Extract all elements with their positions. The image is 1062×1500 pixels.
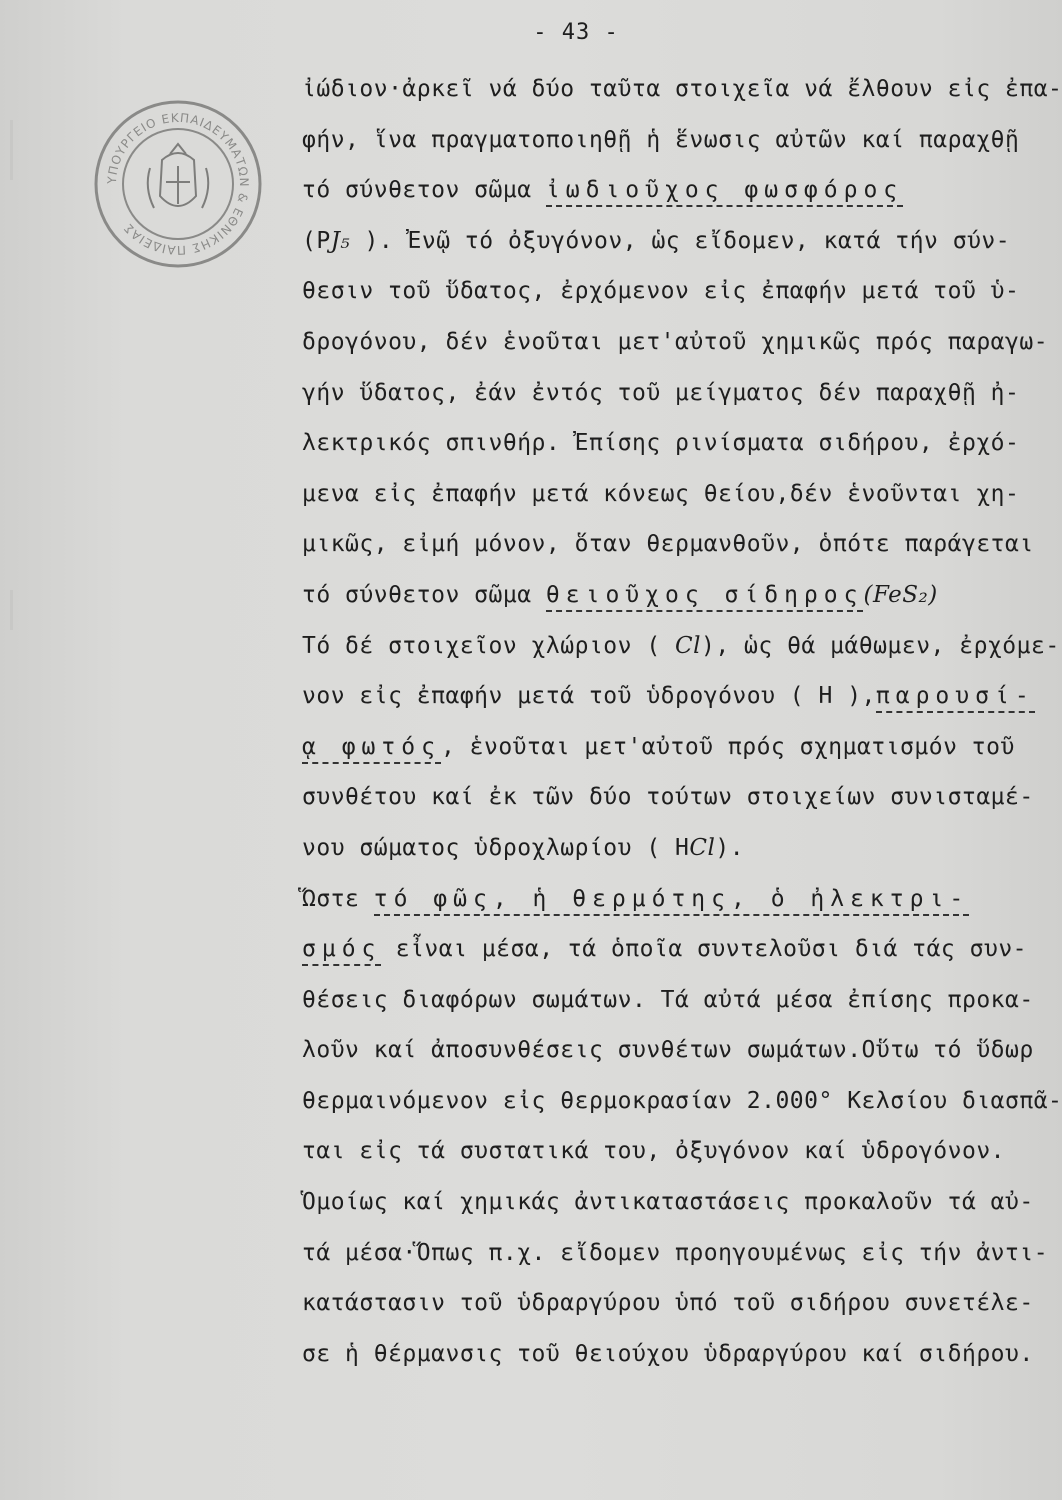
text-line: συνθέτου καί ἐκ τῶν δύο τούτων στοιχείων συνισταμέ- xyxy=(302,784,1034,811)
text-line: γήν ὕδατος, ἐάν ἐντός τοῦ μείγματος δέν παραχθῇ ἠ- xyxy=(302,379,1020,406)
text-line: θερμαινόμενον εἰς θερμοκρασίαν 2.000° Κελσίου διασπᾶ- xyxy=(302,1087,1062,1114)
text-line: τά μέσα·Ὅπως π.χ. εἴδομεν προηγουμένως εἰς τήν ἀντι- xyxy=(302,1239,1049,1266)
text-segment: ). xyxy=(715,834,745,861)
handwritten-formula: Cl xyxy=(675,632,701,659)
stamp-text: ΥΠΟΥΡΓΕΙΟ ΕΚΠΑΙΔΕΥΜΑΤΩΝ & ΕΘΝΙΚΗΣ ΠΑΙΔΕΙΑΣ xyxy=(104,110,252,258)
text-segment: τό σύνθετον σῶμα xyxy=(302,581,546,608)
handwritten-formula: Cl xyxy=(689,834,716,861)
text-line xyxy=(302,165,1022,216)
handwritten-formula: (FeS₂) xyxy=(863,581,938,608)
text-line xyxy=(302,216,1022,267)
page-edge-mark xyxy=(10,590,13,630)
text-line: μενα εἰς ἐπαφήν μετά κόνεως θείου,δέν ἑνοῦνται χη- xyxy=(302,480,1020,507)
text-line: Ὁμοίως καί χημικάς ἀντικαταστάσεις προκαλοῦν τά αὐ- xyxy=(302,1189,1034,1216)
text-segment: Ὥστε xyxy=(302,885,374,912)
text-line: σε ἡ θέρμανσις τοῦ θειούχου ὑδραργύρου καί σιδήρου. xyxy=(302,1340,1034,1367)
text-line: ται εἰς τά συστατικά του, ὀξυγόνον καί ὑδρογόνον. xyxy=(302,1138,1006,1165)
text-line xyxy=(302,671,1035,722)
text-line xyxy=(302,823,1022,874)
text-line xyxy=(302,621,1060,672)
text-segment: εἶναι μέσα, τά ὁποῖα συντελοῦσι διά τάς συν- xyxy=(381,936,1028,963)
text-line: φήν, ἵνα πραγματοποιηθῇ ἡ ἕνωσις αὐτῶν καί παραχθῇ xyxy=(302,126,1020,153)
emphasized-term: ᾳ φωτός xyxy=(302,734,441,764)
text-line xyxy=(302,924,1028,975)
emphasized-term: παρουσί- xyxy=(876,683,1035,713)
text-segment: (P xyxy=(302,227,331,254)
text-line: μικῶς, εἰμή μόνον, ὅταν θερμανθοῦν, ὁπότε παράγεται xyxy=(302,531,1034,558)
text-line: ἰώδιον·ἀρκεῖ νά δύο ταῦτα στοιχεῖα νά ἔλθουν εἰς ἐπα- xyxy=(302,76,1062,102)
text-segment: , ἑνοῦται μετ'αὐτοῦ πρός σχηματισμόν τοῦ xyxy=(440,733,1015,760)
text-line xyxy=(302,722,1022,773)
text-line: λεκτρικός σπινθήρ. Ἐπίσης ρινίσματα σιδήρου, ἐρχό- xyxy=(302,430,1020,457)
text-segment: τό σύνθετον σῶμα xyxy=(302,177,546,204)
handwritten-formula: J₅ xyxy=(330,227,351,254)
text-line xyxy=(302,570,1022,621)
text-line: λοῦν καί ἀποσυνθέσεις συνθέτων σωμάτων.Οὕτω τό ὕδωρ xyxy=(302,1037,1034,1064)
emphasized-term: ἰωδιοῦχος φωσφόρος xyxy=(546,177,903,207)
text-segment: Τό δέ στοιχεῖον χλώριον ( xyxy=(302,632,676,659)
coat-of-arms-seal-icon xyxy=(92,98,264,270)
body-text xyxy=(302,64,1062,1379)
emphasized-term: τό φῶς, ἡ θερμότης, ὁ ἠλεκτρι- xyxy=(374,886,969,916)
text-line: θέσεις διαφόρων σωμάτων. Τά αὐτά μέσα ἐπίσης προκα- xyxy=(302,986,1034,1013)
text-line: δρογόνου, δέν ἑνοῦται μετ'αὐτοῦ χημικῶς πρός παραγω- xyxy=(302,328,1049,355)
text-line: κατάστασιν τοῦ ὑδραργύρου ὑπό τοῦ σιδήρου συνετέλε- xyxy=(302,1290,1034,1317)
text-segment: νον εἰς ἐπαφήν μετά τοῦ ὑδρογόνου ( Η ), xyxy=(302,683,876,710)
emphasized-term: σμός xyxy=(302,936,381,966)
text-segment: ). Ἐνῷ τό ὀξυγόνον, ὡς εἴδομεν, κατά τήν σύν- xyxy=(350,227,1011,254)
page-number: - 43 - xyxy=(533,20,619,45)
page-edge-mark xyxy=(10,120,13,180)
emphasized-term: θειοῦχος σίδηρος xyxy=(546,582,864,612)
text-segment: ), ὡς θά μάθωμεν, ἐρχόμε- xyxy=(701,632,1060,659)
text-line: θεσιν τοῦ ὕδατος, ἐρχόμενον εἰς ἐπαφήν μετά τοῦ ὑ- xyxy=(302,278,1020,305)
text-segment: νου σώματος ὑδροχλωρίου ( Η xyxy=(302,834,690,861)
text-line xyxy=(302,874,1022,925)
